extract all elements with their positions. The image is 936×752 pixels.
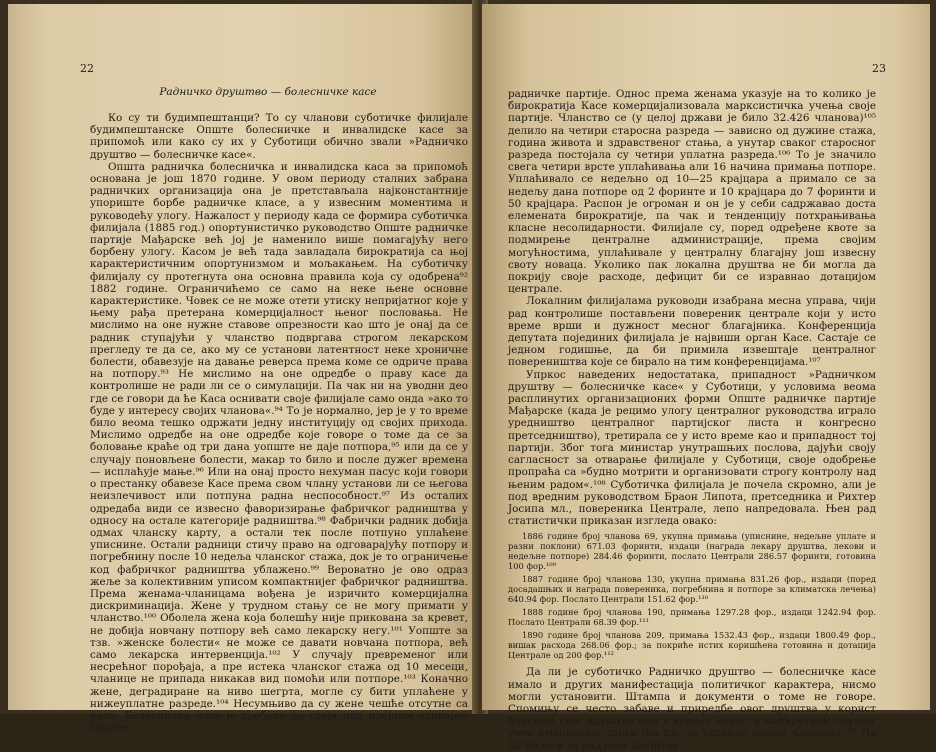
left-page-text [90,112,468,734]
stats-entry-1888: 1888 године број чланова 190, примања 1297.28 фор., издаци 1242.94 фор. Послато Централи 68.39 фор.¹¹¹ [508,607,876,628]
left-page [8,4,478,735]
stats-entry-1887: 1887 године број чланова 130, укупна примања 831.26 фор., издаци (поред досадашњих и награда повереника, погребнина и потпоре за климатска лечења) 640.94 фор. Послато Централи 151.62 фор.¹¹⁰ [508,574,876,605]
left-paragraph-2: Општа радничка болесничка и инвалидска каса за припомоћ основана је још 1870 године. У овом периоду сталних забрана радничких организација она је претстављала најконстантније упориште борбе радничке класе, а у извесним моментима и руководећу улогу. Нажалост у периоду када се формира суботичка филијала (1885 год.) опортунистичко руководство Опште радничке партије Мађарске већ јој је наменило више помагајућу него борбену улогу. Касом је већ тада завладала бирократија са њој карактеристичним опортунизмом и мољакањем. На суботичку филијалу су протегнута она основна правила која су одобрена⁹² 1882 године. Ограничићемо се само на неке њене основне карактеристике. Човек се не може отети утиску непријатног које у њему рађа претерана комерцијалност њеног пословања. Не мислимо на оне нужне ставове опрезности као што је онај да се радник ступајући у чланство подвргава строгом лекарском прегледу те да се, ако му се установи латентност неке хроничне болести, обавезује на давање реверса према коме се одриче права на потпору.⁹³ Не мислимо на оне одредбе о праву касе да контролише не ради ли се о симулацији. Па чак ни на уводни део где се говори да ће Каса оснивати своје филијале само онда »ако то буде у интересу својих чланова«.⁹⁴ То је нормално, јер је у то време било веома тешко одржати једну институцију од својих прихода. Мислимо одредбе на оне одредбе које говоре о томе да се за боловање краће од три дана уопште не даје потпора,⁹⁵ или да се у случају поновљене болести, макар то било и после дужег времена — исплаћује мање.⁹⁶ Или на онај просто нехуман пасус који говори о престанку обавезе Касе према свом члану установи ли се његова неизлечивост или потпуна радна неспособност.⁹⁷ Из осталих одредаба види се извесно фаворизирање фабричког радништва у односу на остале категорије радништва.⁹⁸ Фабрички радник добија одмах чланску карту, а остали тек после потпуно уплаћене уписнине. Остали радници стичу право на одговарајућу потпору и погребнину после 10 недеља чланског стажа, док је то ограничење код фабричког радништва ублажено.⁹⁹ Вероватно је ово одраз жеље за колективним уписом компактнијег фабричког радништва. Према женама-чланицама вођена је изричито комерцијална дискриминација. Жене у трудном стању се не могу примати у чланство.¹⁰⁰ Оболела жена која болешћу није прикована за кревет, не добија новчану потпору већ само лекарску негу.¹⁰¹ Уопште за тзв. »женске болести« не може се давати новчана потпора, већ само лекарска интервенција.¹⁰² У случају превременог или несрећног порођаја, а пре истека чланског стажа од 10 месеци, чланице не припада никакав вид помоћи или потпоре.¹⁰³ Коначно жене, деградиране на ниво шегрта, могле су бити уплаћене у нижеуплатне разреде.¹⁰⁴ Несумњиво да су жене чешће отсутне са рада. Болесничка каса је требало да стоји под идејним утицајем Опште- [90,160,468,735]
right-closing-paragraph: Да ли је суботичко Радничко друштво — болесничке касе имало и других манифестација политичког карактера, нисмо могли установити. Штампа и документи о томе не говоре. Спомињу се често забаве и приредбе овог друштва у корист благајне свог друштва или у корист неког, у конкретном случају увек именованог циља (на пр. за удовице својих чланова).¹¹³ Да ли би се и за рад овог друштва [508,666,876,752]
right-page [482,4,930,752]
right-paragraph-2: Локалним филијалама руководи изабрана месна управа, чији рад контролише постављени повереник централе који у исто време врши и дужност месног благајника. Конференција депутата појединих филијала је највиши орган Касе. Састаје се једном годишње, да би примила извештаје централног повереништва које се бирало на тим конференцијама.¹⁰⁷ [508,295,876,369]
right-paragraph-3: Упркос наведених недостатака, припадност »Радничком друштву — болесничке касе« у Суботици, у условима веома расплинутих организационих форми Опште радничке партије Мађарске (када је рецимо улогу централног руководства играло уредништво централног партијског листа и конгресно претседништво), третирала се у исто време као и припадност тој партији. Због тога министар унутрашњих послова, дајући своју сагласност за отварање филијале у Суботици, своје одобрење пропраћа са »будно мотрити и организовати строгу контролу над њеним радом«.¹⁰⁸ Суботичка филијала је почела скромно, али је под вредним руководством Браон Липота, претседника и Рихтер Јосипа мл., повереника Централе, лепо напредовала. Њен рад статистички приказан изгледа овако: [508,368,876,528]
stats-entry-1886: 1886 године број чланова 69, укупна примања (уписнине, недељне уплате и разни поклони) 671.03 форинти, издаци (награда лекару друштва, лекови и недељне потпоре) 284.46 форинти, послато Централи 286.57 форинти, готовина 100 фор.¹⁰⁹ [508,531,876,572]
page-number-right: 23 [872,62,886,75]
right-paragraph-1: радничке партије. Однос према женама указује на то колико је бирократија Касе комерцијализовала марксистичка учења своје партије. Чланство се (у целој држави је било 32.426 чланова)¹⁰⁵ делило на четири стаpоснa разреда — зависно од дужине стажа, година живота и здравственог стања, а унутар сваког старосног разреда постојала су четири уплатна разреда.¹⁰⁶ То је значило свега четири врсте уплаћивања али 16 начина примања потпоре. Уплаћивало се недељно од 10—25 крајцара а примало се за недељу дана потпоре од 2 форинте и 10 крајцара до 7 форинти и 50 крајцара. Распон је огроман и он је у себи садржавао доста елемената бирократије, па чак и тенденцију потхрањивања класне несолидарности. Филијале су, поред одређене квоте за подмирење централне администрације, према својим могућностима, уплаћивале у централну благајну још извесну свотy новаца. Уколико пак локална друштва не би могла да покрију своје расходе, дефицит би се изравнао дотацијом централе. [508,88,876,296]
left-paragraph-1: Ко су ти будимпештанци? То су чланови суботичке филијале будимпештанске Опште болесничке и инвалидске касе за припомоћ или како су их у Суботици обично звали »Радничко друштво — болесничке касе«. [90,112,468,161]
page-number-left: 22 [80,62,94,75]
running-head: Радничко друштво — болесничке касе [159,86,377,98]
stats-entry-1890: 1890 године број чланова 209, примања 1532.43 фор., издаци 1800.49 фор., вишак расхода 268.06 фор.; за покриће истих коришћена готовина и дотација Централе од 200 фор.¹¹² [508,630,876,661]
statistics-block [508,531,876,660]
right-page-text [508,88,876,752]
